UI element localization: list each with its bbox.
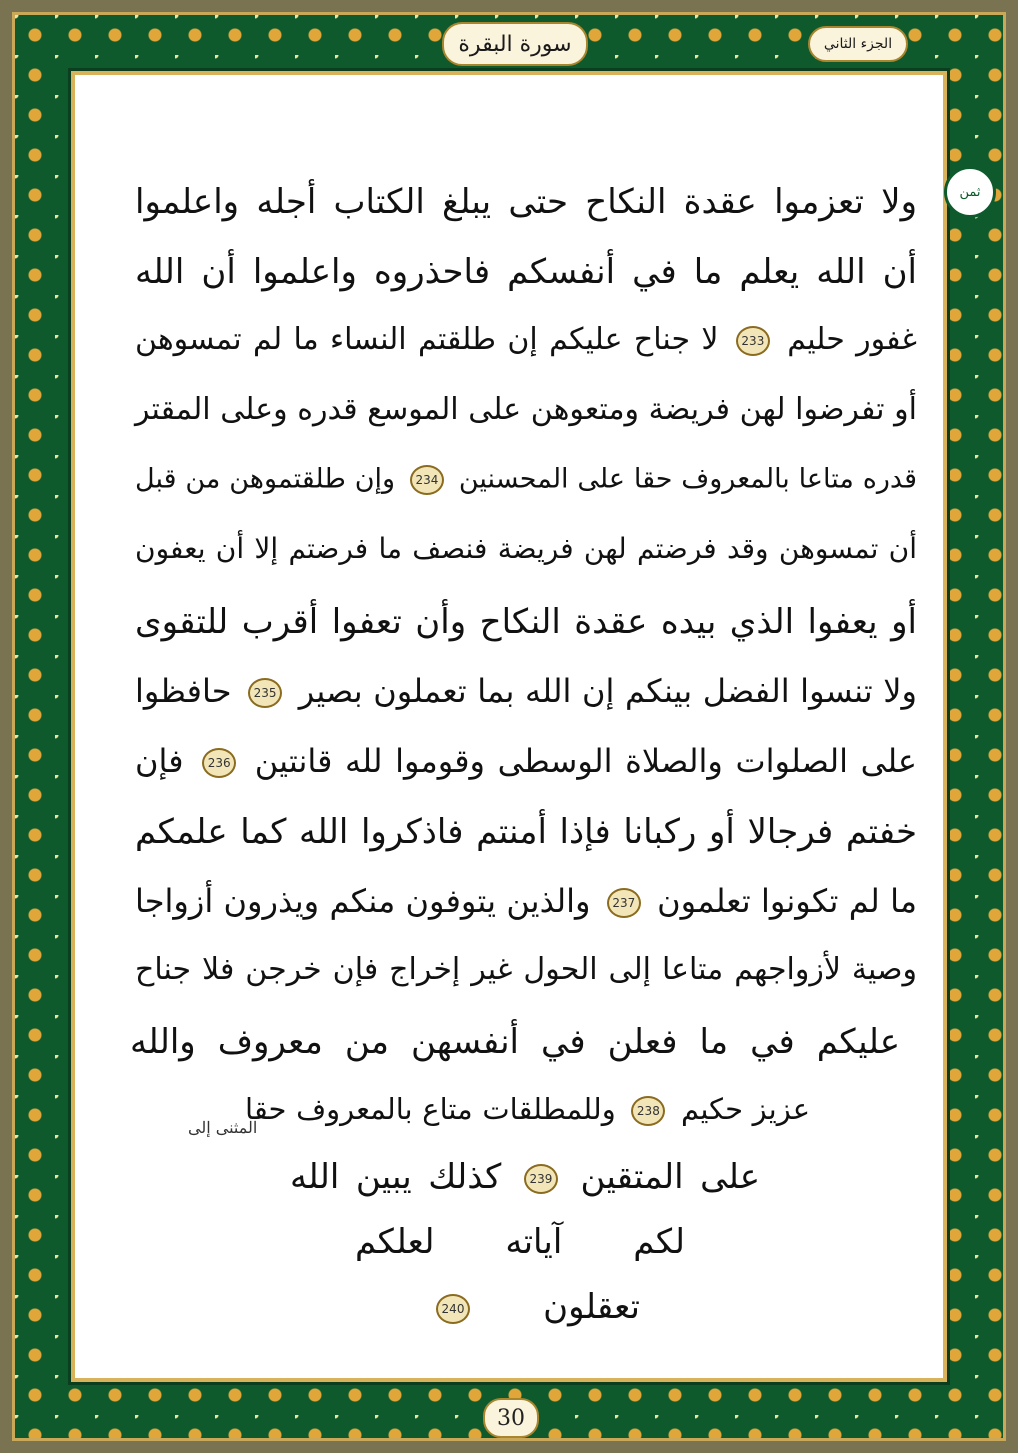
verse-line xyxy=(135,602,917,642)
hizb-marker: ثمن xyxy=(944,166,996,218)
verse-text: كذلك يبين الله xyxy=(290,1157,502,1197)
verse-text: لكم آياته لعلكم xyxy=(355,1222,685,1262)
juz-label: الجزء الثاني xyxy=(808,26,908,62)
verse-text: وللمطلقات متاع بالمعروف حقا xyxy=(245,1092,616,1126)
verse-lines xyxy=(80,85,938,1375)
verse-line xyxy=(130,1022,900,1062)
calligrapher-signature: المثنى إلى xyxy=(188,1118,258,1137)
ayah-number-marker: 233 xyxy=(736,326,770,356)
verse-line xyxy=(135,252,917,292)
verse-text: أن تمسوهن وقد فرضتم لهن فريضة فنصف ما فرضتم إلا أن يعفون xyxy=(135,532,917,565)
verse-text: ما لم تكونوا تعلمون xyxy=(657,882,918,920)
verse-text: على الصلوات والصلاة الوسطى وقوموا لله قانتين xyxy=(254,742,918,780)
verse-text: غفور حليم xyxy=(787,322,917,357)
ayah-number-marker: 238 xyxy=(631,1096,665,1126)
verse-line xyxy=(135,882,918,920)
verse-text: ولا تعزموا عقدة النكاح حتى يبلغ الكتاب أجله واعلموا xyxy=(135,182,917,222)
verse-text: وصية لأزواجهم متاعا إلى الحول غير إخراج فإن خرجن فلا جناح xyxy=(135,952,917,987)
verse-text: فإن xyxy=(135,742,184,780)
verse-text: ولا تنسوا الفضل بينكم إن الله بما تعملون بصير xyxy=(298,672,918,710)
verse-line xyxy=(245,1092,811,1126)
verse-line xyxy=(135,465,917,495)
ayah-number-marker: 235 xyxy=(248,678,282,708)
verse-line xyxy=(135,672,918,710)
verse-line xyxy=(135,812,917,852)
verse-line xyxy=(135,392,917,427)
page-number: 30 xyxy=(483,1398,539,1438)
verse-text: عزيز حكيم xyxy=(681,1092,811,1126)
verse-line xyxy=(135,322,917,357)
ayah-number-marker: 236 xyxy=(202,748,236,778)
verse-line xyxy=(135,182,917,222)
ayah-number-marker: 240 xyxy=(436,1294,470,1324)
verse-text: أن الله يعلم ما في أنفسكم فاحذروه واعلموا أن الله xyxy=(135,252,917,292)
page-text-area xyxy=(80,85,938,1375)
verse-line xyxy=(290,1157,761,1197)
verse-text: حافظوا xyxy=(135,672,232,710)
verse-line xyxy=(135,742,918,780)
ayah-number-marker: 239 xyxy=(524,1164,558,1194)
verse-text: خفتم فرجالا أو ركبانا فإذا أمنتم فاذكروا الله كما علمكم xyxy=(135,812,917,852)
verse-text: قدره متاعا بالمعروف حقا على المحسنين xyxy=(458,463,917,495)
verse-line xyxy=(135,952,917,987)
verse-text: أو تفرضوا لهن فريضة ومتعوهن على الموسع قدره وعلى المقتر xyxy=(135,392,917,427)
verse-text: والذين يتوفون منكم ويذرون أزواجا xyxy=(135,882,591,920)
verse-line xyxy=(355,1222,685,1262)
surah-title: سورة البقرة xyxy=(442,22,588,66)
verse-text: أو يعفوا الذي بيده عقدة النكاح وأن تعفوا أقرب للتقوى xyxy=(135,602,917,642)
verse-text: عليكم في ما فعلن في أنفسهن من معروف والله xyxy=(130,1022,900,1062)
verse-text: لا جناح عليكم إن طلقتم النساء ما لم تمسوهن xyxy=(135,322,719,357)
verse-text: تعقلون xyxy=(543,1287,640,1327)
verse-line xyxy=(430,1287,640,1327)
verse-line xyxy=(135,532,917,565)
ayah-number-marker: 237 xyxy=(607,888,641,918)
verse-text: على المتقين xyxy=(580,1157,761,1197)
verse-text: وإن طلقتموهن من قبل xyxy=(135,463,396,495)
ayah-number-marker: 234 xyxy=(410,465,444,495)
